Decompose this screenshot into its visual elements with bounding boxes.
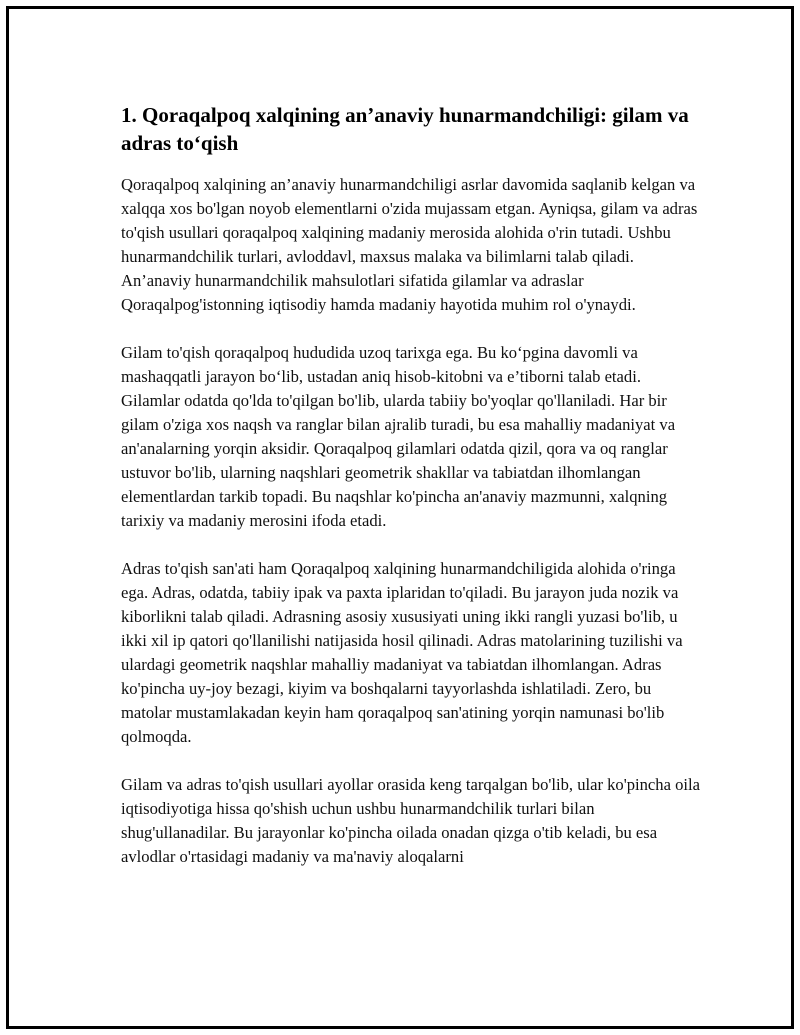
paragraph-women: Gilam va adras to'qish usullari ayollar orasida keng tarqalgan bo'lib, ular ko'pincha oila iqtisodiyotiga hissa qo'shish uchun ushbu hunarmandchilik turlari bilan shug'ullanadilar. Bu jarayonlar ko'pincha oilada onadan qizga o'tib keladi, bu esa avlodlar o'rtasidagi madaniy va ma'naviy aloqalarni xyxy=(121,775,700,866)
paragraph-gilam: Gilam to'qish qoraqalpoq hududida uzoq tarixga ega. Bu ko‘pgina davomli va mashaqqatli jarayon bo‘lib, ustadan aniq hisob-kitobni va e’tiborni talab etadi. Gilamlar odatda qo'lda to'qilgan bo'lib, ularda tabiiy bo'yoqlar qo'llaniladi. Har bir gilam o'ziga xos naqsh va ranglar bilan ajralib turadi, bu esa mahalliy madaniyat va an'analarning yorqin aksidir. Qoraqalpoq gilamlari odatda qizil, qora va oq ranglar ustuvor bo'lib, ularning naqshlari geometrik shakllar va tabiatdan ilhomlangan elementlardan tarkib topadi. Bu naqshlar ko'pincha an'anaviy mazmunni, xalqning tarixiy va madaniy merosini ifoda etadi. xyxy=(121,343,676,530)
paragraph-adras: Adras to'qish san'ati ham Qoraqalpoq xalqining hunarmandchiligida alohida o'ringa ega. Adras, odatda, tabiiy ipak va paxta iplaridan to'qiladi. Bu jarayon juda nozik va kiborlikni talab qiladi. Adrasning asosiy xususiyati uning ikki rangli yuzasi bo'lib, u ikki xil ip qatori qo'llanilishi natijasida hosil qilinadi. Adras matolarining tuzilishi va ulardagi geometrik naqshlar mahalliy madaniyat va tabiatdan ilhomlangan. Adras ko'pincha uy-joy bezagi, kiyim va boshqalarni tayyorlashda ishlatiladi. Zero, bu matolar mustamlakadan keyin ham qoraqalpoq san'atining yorqin namunasi bo'lib qolmoqda. xyxy=(121,559,683,746)
paragraph-intro: Qoraqalpoq xalqining an’anaviy hunarmandchiligi asrlar davomida saqlanib kelgan va xalqqa xos bo'lgan noyob elementlarni o'zida mujassam etgan. Ayniqsa, gilam va adras to'qish usullari qoraqalpoq xalqining madaniy merosida alohida o'rin tutadi. Ushbu hunarmandchilik turlari, avloddavl, maxsus malaka va bilimlarni talab qiladi. An’anaviy hunarmandchilik mahsulotlari sifatida gilamlar va adraslar Qoraqalpog'istonning iqtisodiy hamda madaniy hayotida muhim rol o'ynaydi. xyxy=(121,175,698,314)
page-frame xyxy=(6,6,794,1029)
section-heading: 1. Qoraqalpoq xalqining an’anaviy hunarmandchiligi: gilam va adras to‘qish xyxy=(121,103,689,155)
document-body xyxy=(121,101,701,893)
